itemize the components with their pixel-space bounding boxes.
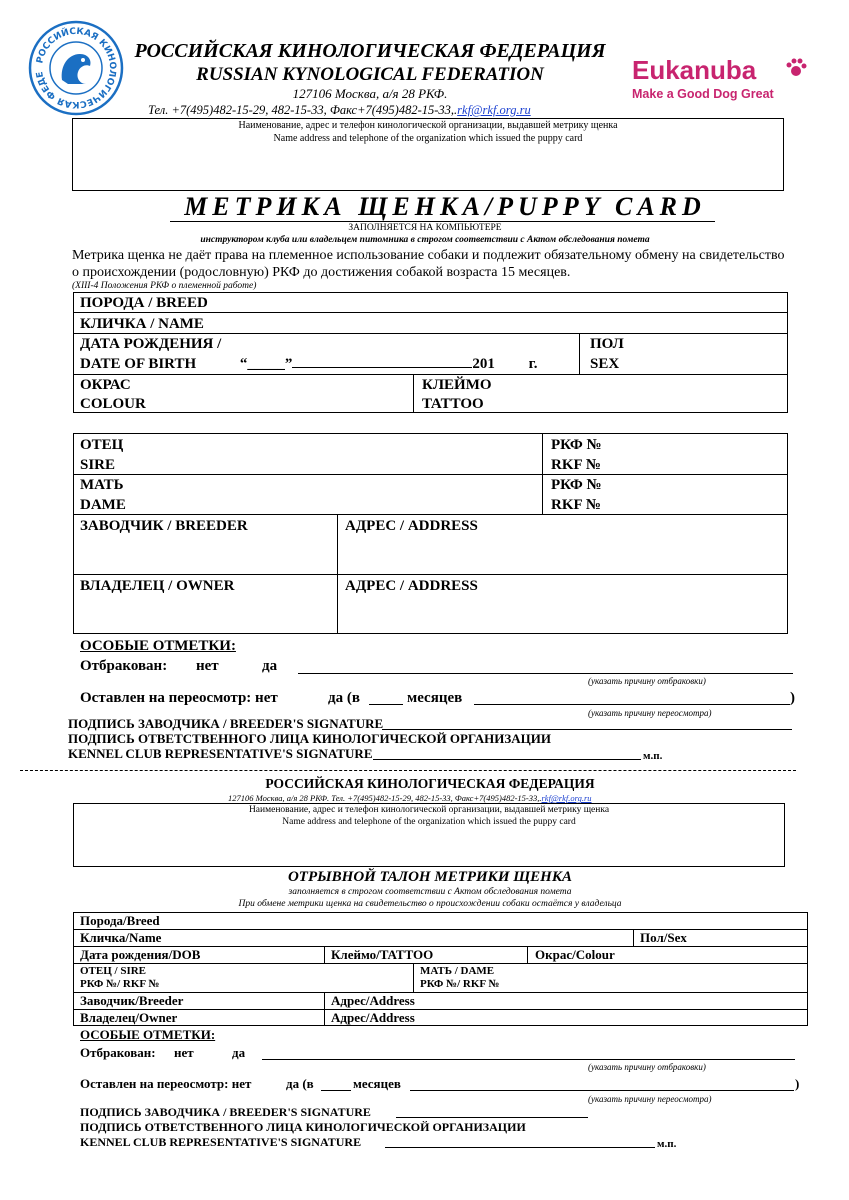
- dam-label-ru: МАТЬ: [80, 477, 124, 493]
- representative-signature-line[interactable]: [373, 759, 641, 760]
- stub-colour-field[interactable]: Окрас/Colour: [535, 947, 615, 962]
- stub-rejected-no[interactable]: нет: [174, 1045, 194, 1060]
- stub-org-label-en: Name address and telephone of the organization which issued the puppy card: [282, 817, 576, 827]
- issuing-org-label-en: Name address and telephone of the organization which issued the puppy card: [273, 133, 583, 144]
- stub-representative-signature-label-en: KENNEL CLUB REPRESENTATIVE'S SIGNATURE: [80, 1135, 362, 1149]
- federation-title-ru: РОССИЙСКАЯ КИНОЛОГИЧЕСКАЯ ФЕДЕРАЦИЯ: [134, 40, 606, 62]
- dob-label-ru: ДАТА РОЖДЕНИЯ /: [80, 336, 222, 352]
- stub-breeder-address-field[interactable]: Адрес/Address: [331, 993, 415, 1008]
- eukanuba-brand: Eukanuba: [632, 55, 757, 85]
- colour-label-ru: ОКРАС: [80, 377, 131, 393]
- tattoo-field[interactable]: TATTOO: [422, 396, 484, 412]
- puppy-card-title: МЕТРИКА ЩЕНКА/PUPPY CARD: [184, 192, 706, 221]
- stub-note-2: При обмене метрики щенка на свидетельство о происхождении собаки остаётся у владельца: [238, 899, 622, 909]
- stub-note-1: заполняется в строгом соответствии с Актом обследования помета: [288, 887, 572, 897]
- stub-federation-title: РОССИЙСКАЯ КИНОЛОГИЧЕСКАЯ ФЕДЕРАЦИЯ: [265, 776, 595, 791]
- breeder-field[interactable]: ЗАВОДЧИК / BREEDER: [80, 518, 248, 534]
- stub-email-link[interactable]: rkf@rkf.org.ru: [541, 793, 592, 803]
- reject-reason-hint: (указать причину отбраковки): [588, 676, 706, 686]
- stub-rejected-label: Отбракован:: [80, 1045, 156, 1060]
- federation-address: 127106 Москва, а/я 28 РКФ.: [292, 86, 448, 101]
- stub-review-months-label: месяцев: [353, 1076, 401, 1091]
- stub-title: ОТРЫВНОЙ ТАЛОН МЕТРИКИ ЩЕНКА: [287, 869, 573, 885]
- review-reason-line[interactable]: [474, 704, 790, 705]
- dob-label-en: DATE OF BIRTH: [80, 356, 197, 372]
- name-field[interactable]: КЛИЧКА / NAME: [80, 316, 204, 332]
- instructor-note: инструктором клуба или владельцем питомника в строгом соответствии с Актом обследования помета: [200, 235, 650, 245]
- seal-place-label: м.п.: [643, 750, 663, 762]
- sire-rkf-field[interactable]: RKF №: [551, 457, 601, 473]
- sire-label-ru: ОТЕЦ: [80, 437, 124, 453]
- eukanuba-logo: [630, 55, 820, 110]
- dob-field[interactable]: [80, 354, 538, 374]
- stub-name-field[interactable]: Кличка/Name: [80, 930, 162, 945]
- remarks-title: ОСОБЫЕ ОТМЕТКИ:: [80, 638, 236, 654]
- federation-contacts: [148, 103, 531, 117]
- breed-field[interactable]: ПОРОДА / BREED: [80, 295, 208, 311]
- paw-icon: [785, 57, 807, 79]
- dob-year-suffix: г.: [528, 356, 538, 372]
- review-close-paren: ): [790, 690, 795, 706]
- logo-text: РОССИЙСКАЯ КИНОЛОГИЧЕСКАЯ ФЕДЕ: [35, 26, 118, 110]
- breeder-address-field[interactable]: АДРЕС / ADDRESS: [345, 518, 478, 534]
- stub-dob-field[interactable]: Дата рождения/DOB: [80, 947, 201, 962]
- tear-off-line: [20, 770, 796, 771]
- federation-title-en: RUSSIAN KYNOLOGICAL FEDERATION: [196, 64, 544, 85]
- rejected-no[interactable]: нет: [196, 658, 219, 674]
- rejected-label: Отбракован:: [80, 658, 168, 674]
- stub-breed-field[interactable]: Порода/Breed: [80, 913, 160, 928]
- stub-sex-field[interactable]: Пол/Sex: [640, 930, 687, 945]
- review-reason-hint: (указать причину переосмотра): [588, 708, 712, 718]
- stub-breeder-signature-line[interactable]: [396, 1117, 588, 1118]
- stub-breeder-signature-label: ПОДПИСЬ ЗАВОДЧИКА / BREEDER'S SIGNATURE: [80, 1105, 371, 1119]
- stub-seal-place-label: м.п.: [657, 1138, 677, 1150]
- stub-review-yes-label[interactable]: да (в: [286, 1076, 314, 1091]
- rejected-yes[interactable]: да: [262, 658, 278, 674]
- breeder-signature-label: ПОДПИСЬ ЗАВОДЧИКА / BREEDER'S SIGNATURE: [68, 716, 384, 731]
- representative-signature-label-en: KENNEL CLUB REPRESENTATIVE'S SIGNATURE: [68, 746, 373, 761]
- stub-rejected-yes[interactable]: да: [232, 1045, 246, 1060]
- stub-sire-rkf-field[interactable]: РКФ №/ RKF №: [80, 978, 160, 990]
- stub-owner-field[interactable]: Владелец/Owner: [80, 1010, 178, 1025]
- stub-representative-signature-line[interactable]: [385, 1147, 655, 1148]
- sire-rkf-label-ru: РКФ №: [551, 437, 602, 453]
- breeder-signature-line[interactable]: [382, 729, 792, 730]
- stub-breeder-field[interactable]: Заводчик/Breeder: [80, 993, 184, 1008]
- review-label: Оставлен на переосмотр: нет: [80, 690, 278, 706]
- eukanuba-tagline: Make a Good Dog Great: [632, 87, 774, 101]
- stub-org-label-ru: Наименование, адрес и телефон кинологической организации, выдавшей метрику щенка: [248, 805, 610, 815]
- tattoo-label-ru: КЛЕЙМО: [422, 377, 492, 393]
- review-months-blank[interactable]: [369, 704, 403, 705]
- review-yes-label[interactable]: да (в: [328, 690, 360, 706]
- stub-dam-rkf-field[interactable]: РКФ №/ RKF №: [420, 978, 500, 990]
- federation-email-link[interactable]: rkf@rkf.org.ru: [457, 103, 531, 117]
- representative-signature-label-ru: ПОДПИСЬ ОТВЕТСТВЕННОГО ЛИЦА КИНОЛОГИЧЕСКОЙ ОРГАНИЗАЦИИ: [68, 731, 551, 746]
- computer-fill-note: ЗАПОЛНЯЕТСЯ НА КОМПЬЮТЕРЕ: [348, 223, 502, 233]
- stub-review-close-paren: ): [795, 1076, 800, 1091]
- review-months-label: месяцев: [407, 690, 463, 706]
- stub-contacts: [228, 793, 592, 803]
- federation-phones: Тел. +7(495)482-15-29, 482-15-33, Факс+7(495)482-15-33,.: [148, 103, 458, 117]
- stub-review-label: Оставлен на переосмотр: нет: [80, 1076, 252, 1091]
- dam-rkf-field[interactable]: RKF №: [551, 497, 601, 513]
- stub-reject-reason-hint: (указать причину отбраковки): [588, 1062, 706, 1072]
- colour-field[interactable]: COLOUR: [80, 396, 146, 412]
- stub-contacts-text: 127106 Москва, а/я 28 РКФ. Тел. +7(495)482-15-29, 482-15-33, Факс+7(495)482-15-33,.: [228, 793, 542, 803]
- sex-field[interactable]: SEX: [590, 356, 620, 372]
- dob-day-blank[interactable]: “_____”: [239, 356, 293, 372]
- stub-owner-address-field[interactable]: Адрес/Address: [331, 1010, 415, 1025]
- stub-reject-reason-line[interactable]: [262, 1059, 795, 1060]
- stub-review-reason-hint: (указать причину переосмотра): [588, 1094, 712, 1104]
- stub-sire-field[interactable]: ОТЕЦ / SIRE: [80, 965, 147, 977]
- reject-reason-line[interactable]: [298, 673, 793, 674]
- sire-field[interactable]: SIRE: [80, 457, 116, 473]
- stub-representative-signature-label-ru: ПОДПИСЬ ОТВЕТСТВЕННОГО ЛИЦА КИНОЛОГИЧЕСКОЙ ОРГАНИЗАЦИИ: [80, 1120, 526, 1134]
- dam-field[interactable]: DAME: [80, 497, 126, 513]
- stub-remarks-title: ОСОБЫЕ ОТМЕТКИ:: [80, 1027, 216, 1042]
- card-disclaimer: Метрика щенка не даёт права на племенное использование собаки и подлежит обязательному обмену на свидетельство о происхождении (родословную) РКФ до достижения собакой возраста 15 месяцев.: [72, 248, 785, 280]
- stub-review-months-blank[interactable]: [321, 1090, 351, 1091]
- rule-reference: (XIII-4 Положения РКФ о племенной работе): [72, 281, 257, 291]
- dob-year: 201: [472, 356, 495, 372]
- sex-label-ru: ПОЛ: [590, 336, 624, 352]
- dam-rkf-label-ru: РКФ №: [551, 477, 602, 493]
- issuing-org-label-ru: Наименование, адрес и телефон кинологической организации, выдавшей метрику щенка: [238, 120, 618, 131]
- stub-review-reason-line[interactable]: [410, 1090, 794, 1091]
- stub-dam-field[interactable]: МАТЬ / DAME: [420, 965, 495, 977]
- owner-address-field[interactable]: АДРЕС / ADDRESS: [345, 578, 478, 594]
- stub-tattoo-field[interactable]: Клеймо/TATTOO: [331, 947, 434, 962]
- owner-field[interactable]: ВЛАДЕЛЕЦ / OWNER: [80, 578, 235, 594]
